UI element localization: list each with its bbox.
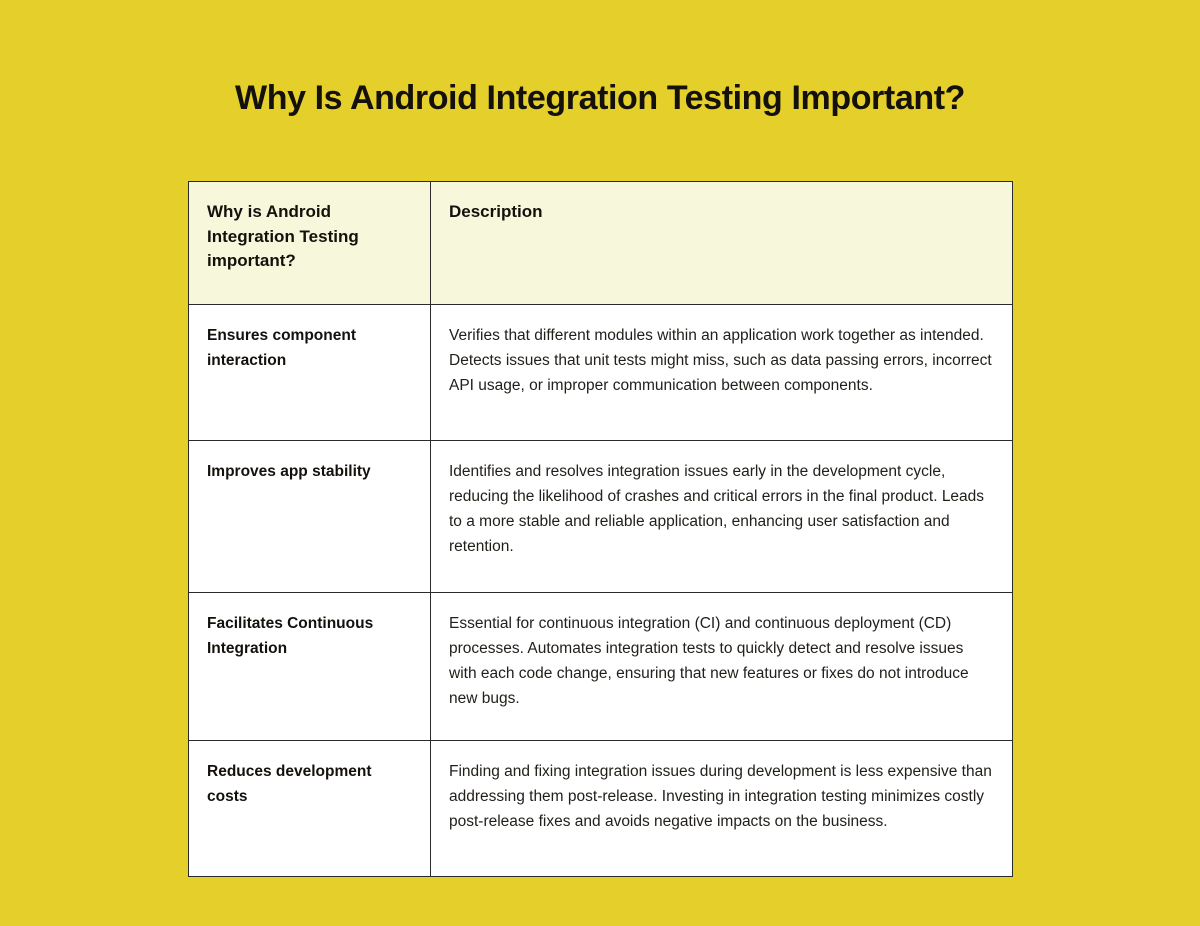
column-header-reason: Why is Android Integration Testing important? — [189, 182, 431, 305]
row-description: Identifies and resolves integration issues early in the development cycle, reducing the likelihood of crashes and critical errors in the final product. Leads to a more stable and reliable application, enhancing user satisfaction and retention. — [431, 440, 1013, 592]
row-label: Facilitates Continuous Integration — [189, 592, 431, 740]
table-body — [189, 304, 1013, 876]
info-table — [188, 181, 1013, 877]
table-header — [189, 182, 1013, 305]
row-label: Ensures component interaction — [189, 304, 431, 440]
column-header-description: Description — [431, 182, 1013, 305]
table-row — [189, 304, 1013, 440]
table-row — [189, 440, 1013, 592]
page-title: Why Is Android Integration Testing Important? — [235, 79, 965, 117]
row-label: Reduces development costs — [189, 740, 431, 876]
table-row — [189, 740, 1013, 876]
table-row — [189, 592, 1013, 740]
table-container — [188, 181, 1012, 877]
row-description: Essential for continuous integration (CI) and continuous deployment (CD) processes. Automates integration tests to quickly detect and resolve issues with each code change, ensuring that new features or fixes do not introduce new bugs. — [431, 592, 1013, 740]
row-label: Improves app stability — [189, 440, 431, 592]
row-description: Finding and fixing integration issues during development is less expensive than addressing them post-release. Investing in integration testing minimizes costly post-release fixes and avoids negative impacts on the business. — [431, 740, 1013, 876]
table-header-row — [189, 182, 1013, 305]
row-description: Verifies that different modules within an application work together as intended. Detects issues that unit tests might miss, such as data passing errors, incorrect API usage, or improper communication between components. — [431, 304, 1013, 440]
